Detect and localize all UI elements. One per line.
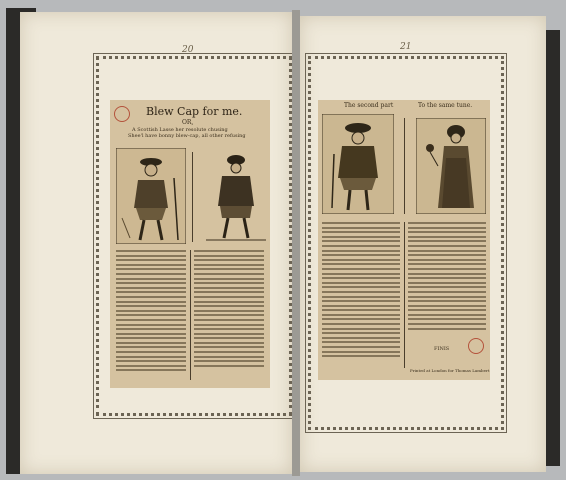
tune-header: To the same tune.	[418, 102, 473, 109]
woodcut-divider	[192, 152, 193, 242]
second-part-header: The second part	[344, 102, 394, 109]
woodcut-man-with-staff	[116, 148, 186, 244]
left-page	[20, 12, 292, 474]
right-verse-rule	[404, 222, 405, 368]
right-page	[300, 16, 546, 472]
woodcut-man-in-hat	[206, 150, 266, 242]
finis-label: FINIS	[434, 346, 450, 352]
imprint-line: Printed at London for Thomas Lambert	[410, 368, 490, 373]
verse-rule	[190, 250, 191, 380]
library-stamp-right-icon	[468, 338, 484, 354]
right-ballad-sheet	[318, 100, 490, 380]
right-verse-column-right	[408, 222, 486, 332]
ballad-or: OR,	[182, 119, 194, 126]
left-ballad-sheet	[110, 100, 270, 388]
right-verse-column-left	[322, 222, 400, 360]
verse-column-left	[116, 250, 186, 374]
verse-column-right	[194, 250, 264, 369]
ballad-subtitle-1: A Scottish Lasse her resolute chusing	[132, 127, 228, 133]
book-gutter	[292, 10, 300, 476]
ballad-title: Blew Cap for me.	[146, 105, 243, 118]
left-folio: 20	[182, 45, 194, 55]
woodcut-woman-with-flower	[416, 118, 486, 214]
right-folio: 21	[400, 42, 412, 52]
woodcut-divider-right	[404, 118, 405, 214]
library-stamp-icon	[114, 106, 130, 122]
woodcut-man-with-sword	[322, 114, 394, 214]
ballad-subtitle-2: Shee'l have bonny blew-cap, all other refusing	[128, 133, 246, 139]
